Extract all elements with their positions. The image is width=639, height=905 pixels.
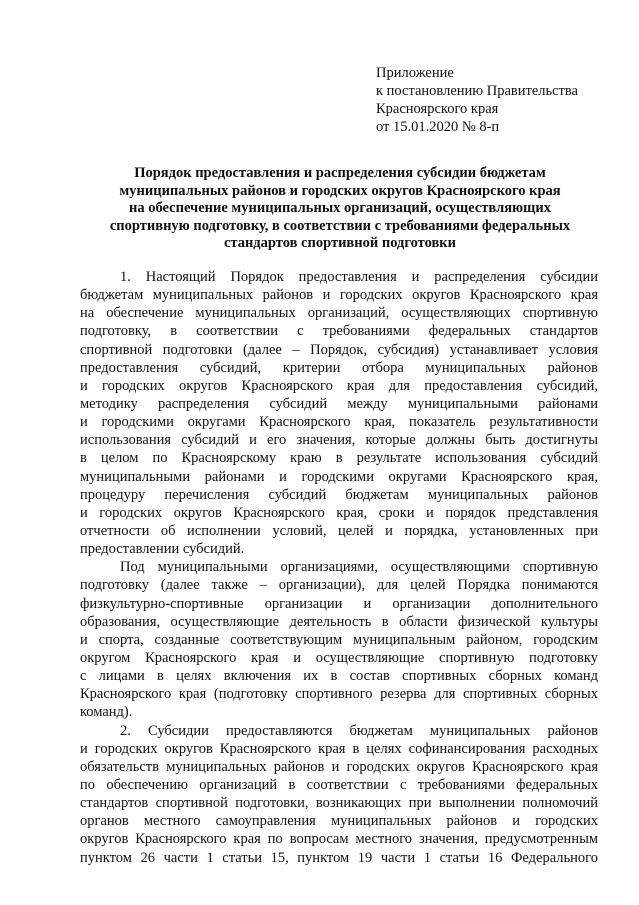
paragraph-1-line: муниципальными районами и городскими округами Красноярского края, <box>80 468 598 485</box>
paragraph-2-line: и спорта, созданные соответствующим муниципальным районом, городским <box>80 631 598 648</box>
paragraph-1-line: бюджетам муниципальных районов и городских округов Красноярского края <box>80 287 598 304</box>
paragraph-1-line: и городских округов Красноярского края для предоставления субсидий, <box>80 377 598 394</box>
paragraph-2-line: Красноярского края (подготовку спортивного резерва для спортивных сборных <box>80 686 598 703</box>
document-title <box>70 165 610 253</box>
paragraph-3-line: пунктом 26 части 1 статьи 15, пунктом 19 части 1 статьи 16 Федерального <box>80 849 598 866</box>
document-body <box>80 268 598 867</box>
paragraph-3-line: органов местного самоуправления муниципальных районов и городских <box>80 813 598 830</box>
paragraph-1-line: и городских округов Красноярского края, сроки и порядок представления <box>80 504 598 521</box>
paragraph-1-line: в целом по Красноярскому краю в результате использования субсидий <box>80 450 598 467</box>
paragraph-3-line: и городских округов Красноярского края в целях софинансирования расходных <box>80 740 598 757</box>
annex-line: от 15.01.2020 № 8-п <box>376 119 500 135</box>
paragraph-1-line: 1. Настоящий Порядок предоставления и распределения субсидии <box>120 269 598 285</box>
annex-line: к постановлению Правительства <box>376 83 578 99</box>
paragraph-1-line: отчетности об исполнении условий, целей и порядка, установленных при <box>80 522 598 539</box>
annex-line: Красноярского края <box>376 101 499 117</box>
paragraph-3-line: обязательств муниципальных районов и городских округов Красноярского края <box>80 758 598 775</box>
title-line: на обеспечение муниципальных организаций, осуществляющих <box>129 200 551 216</box>
paragraph-2-line: с лицами в целях включения их в состав спортивных сборных команд <box>80 668 598 685</box>
paragraph-3-line: 2. Субсидии предоставляются бюджетам муниципальных районов <box>120 722 598 739</box>
paragraph-3-line: округов Красноярского края по вопросам местного значения, предусмотренным <box>80 831 598 848</box>
paragraph-2-line: физкультурно-спортивные организации и организации дополнительного <box>80 595 598 612</box>
paragraph-1-line: и городскими округами Красноярского края, показатель результативности <box>80 414 598 431</box>
paragraph-1-line: предоставления субсидий, критерии отбора муниципальных районов <box>80 359 598 376</box>
title-line: спортивную подготовку, в соответствии с требованиями федеральных <box>109 217 571 234</box>
title-line: муниципальных районов и городских округов Красноярского края <box>119 182 561 199</box>
title-line: стандартов спортивной подготовки <box>223 235 457 251</box>
paragraph-1-line: процедуру перечисления субсидий бюджетам муниципальных районов <box>80 486 598 503</box>
paragraph-1-line: предоставлении субсидий. <box>80 541 245 558</box>
paragraph-2-line: Под муниципальными организациями, осуществляющими спортивную <box>120 559 598 576</box>
annex-header <box>376 64 626 136</box>
paragraph-1-line: использования субсидий и его значения, которые должны быть достигнуты <box>80 432 598 449</box>
paragraph-1-line: методику распределения субсидий между муниципальными районами <box>80 395 598 412</box>
paragraph-3-line: стандартов спортивной подготовки, возникающих при выполнении полномочий <box>80 795 598 812</box>
paragraph-2-line: образования, осуществляющие деятельность в области физической культуры <box>80 613 598 630</box>
paragraph-2-line: подготовку (далее также – организации), для целей Порядка понимаются <box>80 577 598 594</box>
paragraph-1-line: на обеспечение муниципальных организаций, осуществляющих спортивную <box>80 305 598 322</box>
paragraph-1-line: спортивной подготовки (далее – Порядок, субсидия) устанавливает условия <box>80 341 598 358</box>
title-line: Порядок предоставления и распределения субсидии бюджетам <box>134 165 546 181</box>
annex-line: Приложение <box>376 65 454 81</box>
paragraph-2-line: команд). <box>80 704 133 721</box>
paragraph-3-line: по обеспечению организаций в соответствии с требованиями федеральных <box>80 776 598 793</box>
paragraph-2-line: округом Красноярского края и осуществляющие спортивную подготовку <box>80 649 598 666</box>
paragraph-1-line: подготовку, в соответствии с требованиями федеральных стандартов <box>80 323 598 340</box>
